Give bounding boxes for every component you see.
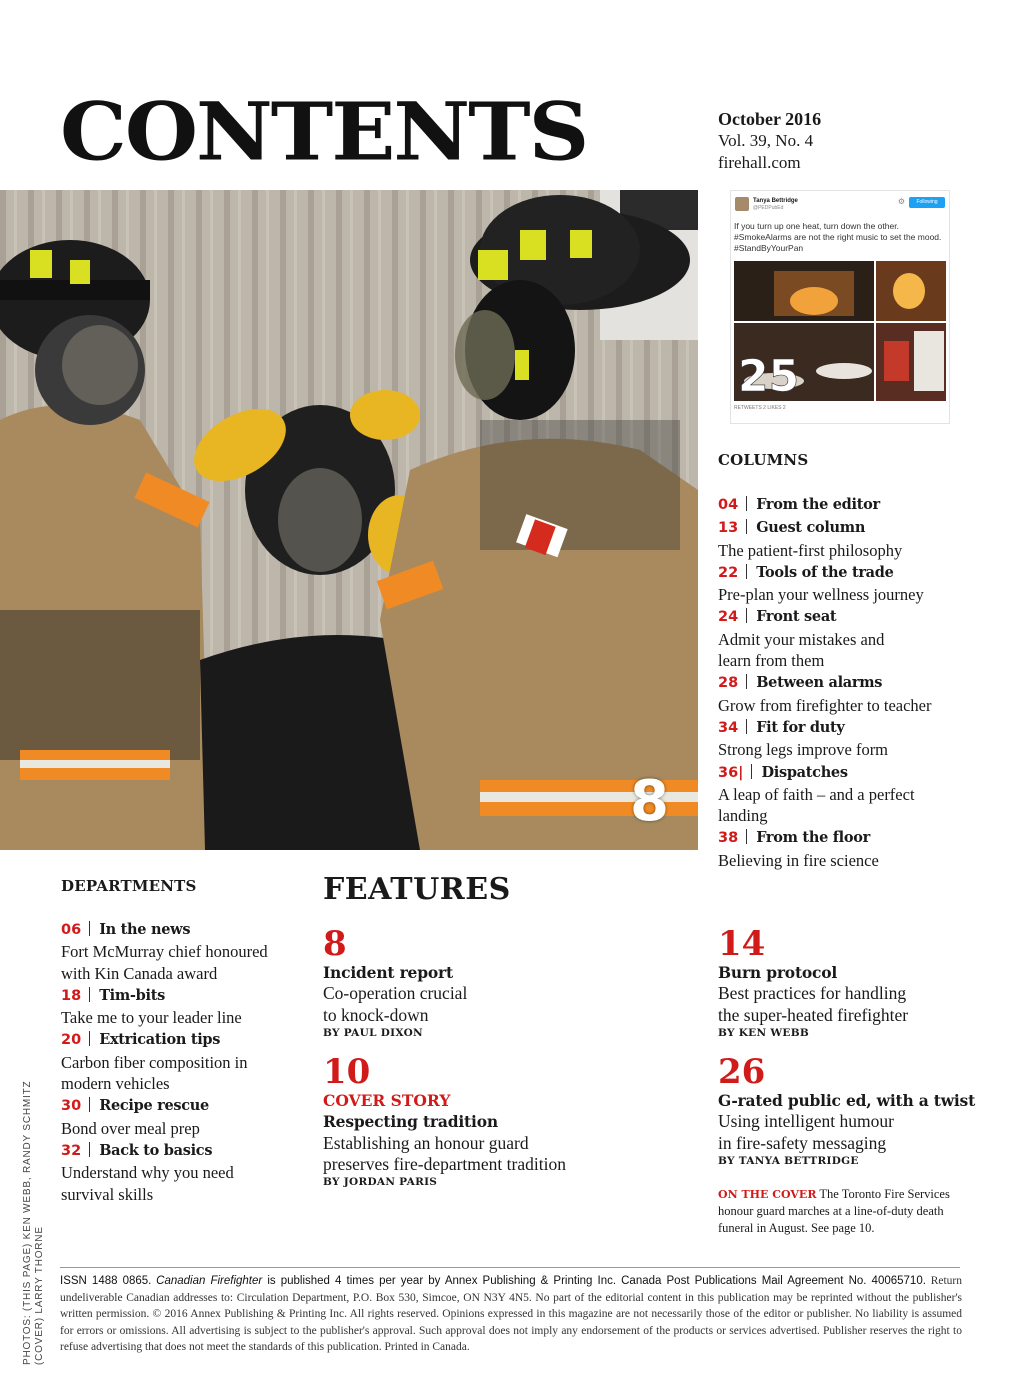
feature-description-line: the super-heated firefighter — [718, 1004, 909, 1025]
page-number: 06 — [61, 922, 82, 938]
feature-byline: BY TANYA BETTRIDGE — [718, 1154, 859, 1167]
columns-heading: COLUMNS — [718, 451, 809, 469]
tweet-stats: RETWEETS 2 LIKES 2 — [734, 405, 786, 411]
column-description: Pre-plan your wellness journey — [718, 585, 924, 605]
page-number: 30 — [61, 1098, 82, 1115]
feature-item[interactable] — [323, 926, 623, 1041]
feature-title: Incident report — [323, 963, 453, 982]
department-title: Extrication tips — [99, 1031, 221, 1049]
list-item[interactable] — [61, 1028, 286, 1094]
department-title: Tim-bits — [99, 986, 165, 1004]
footer-legal-text: Return undeliverable Canadian addresses to: Circulation Department, P.O. Box 530, Simcoe, ON N3Y 4N5. No part of the editorial content in this publication may be reprinted without the publisher's written permission. © 2016 Annex Publishing & Printing Inc. All rights reserved. Opinions expressed in this magazine are not necessarily those of the editor or publisher. No liability is assumed for errors or omissions. All advertising is subject to the publisher's approval. Such approval does not imply any endorsement of the products or services advertised. Publisher reserves the right to refuse advertising that does not meet the standards of this publication. Printed in Canada. — [60, 1275, 962, 1354]
tweet-photos — [734, 261, 946, 401]
list-item[interactable] — [61, 984, 286, 1029]
department-description: Fort McMurray chief honoured with Kin Canada award — [61, 942, 268, 983]
main-photo-page-number: 8 — [630, 769, 669, 834]
list-item[interactable] — [718, 716, 958, 761]
issue-date: October 2016 — [718, 109, 822, 129]
department-title: In the news — [99, 921, 191, 938]
feature-page-number: 14 — [718, 924, 766, 964]
list-item[interactable] — [718, 605, 958, 671]
footer-publisher-line: is published 4 times per year by Annex Publishing & Printing Inc. Canada Post Publications Mail Agreement No. 40065710. — [262, 1275, 926, 1287]
feature-description-line: to knock-down — [323, 1004, 429, 1025]
feature-byline: BY JORDAN PARIS — [323, 1176, 438, 1189]
feature-page-number: 8 — [323, 924, 347, 964]
issue-volume: Vol. 39, No. 4 — [718, 131, 814, 150]
department-description: Take me to your leader line — [61, 1008, 242, 1028]
feature-title: G-rated public ed, with a twist — [718, 1091, 976, 1110]
feature-kicker: COVER STORY — [323, 1091, 451, 1110]
feature-byline: BY PAUL DIXON — [323, 1026, 423, 1039]
column-title: Dispatches — [761, 763, 848, 781]
page-number: 34 — [718, 719, 739, 736]
departments-heading: DEPARTMENTS — [61, 877, 197, 895]
column-description: Strong legs improve form — [718, 740, 889, 760]
firefighters-illustration — [0, 190, 698, 850]
gear-icon: ⚙ — [897, 197, 905, 206]
column-description: A leap of faith – and a perfect landing — [718, 784, 915, 826]
list-item[interactable] — [718, 493, 958, 516]
department-title: Back to basics — [99, 1141, 213, 1159]
list-item[interactable] — [61, 1139, 286, 1205]
cover-photo-firefighters — [0, 190, 698, 850]
feature-page-number: 26 — [718, 1052, 766, 1092]
issue-website[interactable]: firehall.com — [718, 153, 801, 172]
page-number: 32 — [61, 1142, 82, 1159]
tweet-page-number: 25 — [738, 351, 800, 401]
column-description: The patient-first philosophy — [718, 540, 903, 560]
feature-description-line: Best practices for handling — [718, 983, 907, 1004]
tweet-thumbnail — [730, 190, 950, 424]
tweet-avatar — [735, 197, 749, 211]
feature-description-line: in fire-safety messaging — [718, 1132, 887, 1153]
page-number: 18 — [61, 987, 82, 1004]
column-title: From the editor — [756, 496, 880, 513]
follow-button: Following — [909, 197, 945, 208]
tweet-username: Tanya Bettridge — [753, 198, 798, 204]
column-title: Front seat — [756, 608, 837, 626]
issue-info — [718, 108, 821, 174]
footer-divider — [60, 1267, 960, 1268]
column-title: Tools of the trade — [756, 563, 894, 581]
departments-list — [61, 918, 286, 1205]
department-title: Recipe rescue — [99, 1097, 209, 1115]
list-item[interactable] — [718, 561, 958, 606]
feature-title: Burn protocol — [718, 963, 838, 982]
list-item[interactable] — [718, 826, 958, 871]
column-description: Believing in fire science — [718, 850, 879, 870]
feature-description-line: Establishing an honour guard — [323, 1132, 529, 1153]
photo-credit: PHOTOS: (THIS PAGE) KEN WEBB, RANDY SCHMITZ (COVER) LARRY THORNE — [22, 1080, 45, 1365]
column-title: From the floor — [756, 829, 870, 847]
column-description: Admit your mistakes and learn from them — [718, 629, 885, 671]
list-item[interactable] — [718, 516, 958, 561]
feature-description-line: Co-operation crucial — [323, 983, 468, 1004]
feature-byline: BY KEN WEBB — [718, 1026, 810, 1039]
feature-page-number: 10 — [323, 1052, 371, 1092]
list-item[interactable] — [718, 671, 958, 716]
page-title: CONTENTS — [60, 84, 588, 179]
feature-item[interactable] — [323, 1054, 643, 1190]
page-number: 24 — [718, 609, 739, 626]
column-title: Guest column — [756, 519, 866, 537]
department-description: Understand why you need survival skills — [61, 1163, 234, 1204]
list-item[interactable] — [61, 1094, 286, 1139]
list-item[interactable] — [61, 918, 286, 984]
feature-title: Respecting tradition — [323, 1112, 498, 1132]
page-number: 36| — [718, 764, 744, 781]
feature-item[interactable] — [718, 1054, 988, 1169]
page-number: 22 — [718, 564, 739, 581]
on-the-cover-label: ON THE COVER — [718, 1188, 817, 1201]
page-number: 20 — [61, 1032, 82, 1049]
department-description: Bond over meal prep — [61, 1118, 200, 1138]
columns-list — [718, 493, 958, 871]
department-description: Carbon fiber composition in modern vehicles — [61, 1052, 248, 1094]
page-number: 04 — [718, 497, 739, 513]
publication-footer — [60, 1273, 962, 1356]
publication-name: Canadian Firefighter — [156, 1275, 263, 1287]
column-description: Grow from firefighter to teacher — [718, 695, 932, 715]
page-number: 28 — [718, 675, 739, 692]
on-the-cover-note — [718, 1186, 968, 1237]
tweet-text: If you turn up one heat, turn down the other. #SmokeAlarms are not the right music to set the mood. #StandByYourPan — [734, 221, 942, 253]
column-title: Between alarms — [756, 674, 883, 692]
column-title: Fit for duty — [756, 718, 845, 736]
feature-description-line: Using intelligent humour — [718, 1111, 894, 1132]
on-the-cover-text: The Toronto Fire Services honour guard marches at a line-of-duty death funeral in August. See page 10. — [718, 1187, 950, 1235]
issn: ISSN 1488 0865. — [60, 1275, 152, 1287]
feature-item[interactable] — [718, 926, 978, 1041]
list-item[interactable] — [718, 761, 958, 827]
tweet-handle: @PEDPubEd — [753, 205, 784, 211]
features-heading: FEATURES — [323, 872, 511, 907]
page-number: 38 — [718, 830, 739, 847]
page-number: 13 — [718, 520, 739, 537]
feature-description-line: preserves fire-department tradition — [323, 1153, 566, 1174]
